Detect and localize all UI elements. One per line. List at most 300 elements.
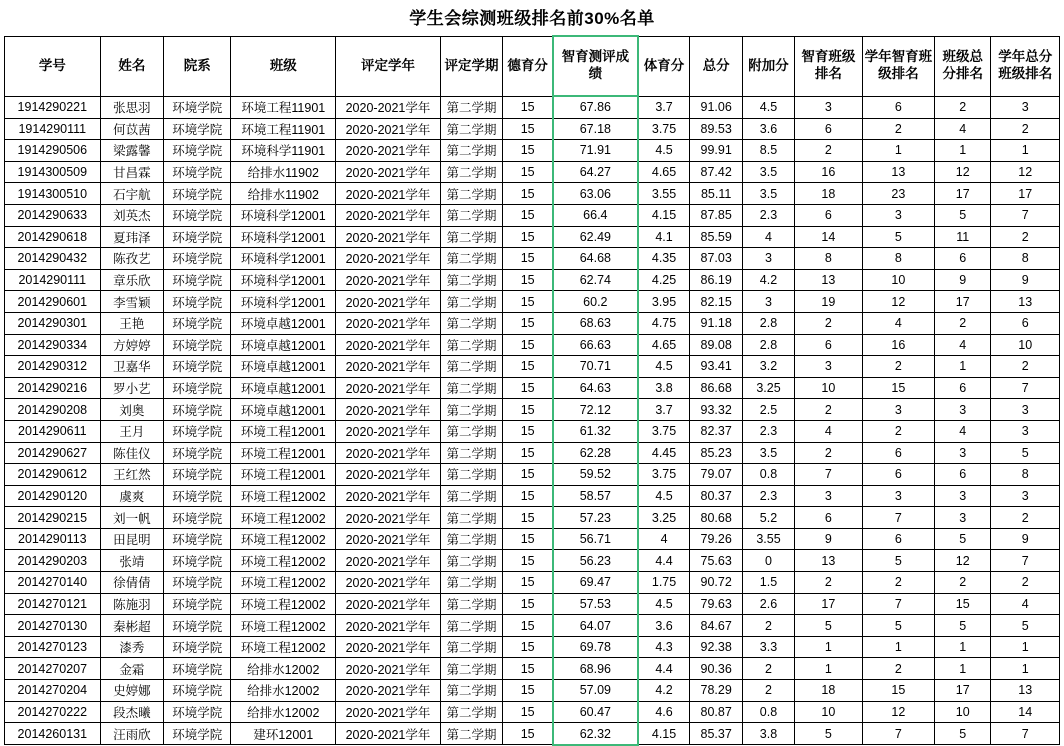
cell-r7-c9: 87.03 <box>690 248 742 270</box>
cell-r25-c12: 1 <box>862 636 934 658</box>
cell-r3-c8: 4.65 <box>638 161 690 183</box>
cell-r9-c5: 第二学期 <box>440 291 502 313</box>
cell-r18-c7: 58.57 <box>553 485 638 507</box>
cell-r27-c2: 环境学院 <box>164 680 231 702</box>
cell-r5-c10: 2.3 <box>742 204 794 226</box>
table-row <box>5 399 1060 421</box>
column-header-13: 班级总分排名 <box>935 36 991 96</box>
cell-r8-c1: 章乐欣 <box>100 269 163 291</box>
cell-r0-c4: 2020-2021学年 <box>336 96 441 118</box>
cell-r27-c1: 史婷娜 <box>100 680 163 702</box>
table-row <box>5 485 1060 507</box>
cell-r11-c2: 环境学院 <box>164 334 231 356</box>
cell-r13-c3: 环境卓越12001 <box>231 377 336 399</box>
cell-r22-c9: 90.72 <box>690 572 742 594</box>
cell-r5-c6: 15 <box>503 204 553 226</box>
cell-r25-c5: 第二学期 <box>440 636 502 658</box>
cell-r4-c11: 18 <box>795 183 862 205</box>
cell-r27-c0: 2014270204 <box>5 680 101 702</box>
cell-r20-c2: 环境学院 <box>164 528 231 550</box>
cell-r17-c11: 7 <box>795 464 862 486</box>
cell-r11-c4: 2020-2021学年 <box>336 334 441 356</box>
cell-r15-c13: 4 <box>935 420 991 442</box>
cell-r28-c12: 12 <box>862 701 934 723</box>
cell-r27-c3: 给排水12002 <box>231 680 336 702</box>
cell-r16-c1: 陈佳仪 <box>100 442 163 464</box>
cell-r19-c9: 80.68 <box>690 507 742 529</box>
column-header-8: 体育分 <box>638 36 690 96</box>
cell-r19-c4: 2020-2021学年 <box>336 507 441 529</box>
cell-r6-c13: 11 <box>935 226 991 248</box>
table-row <box>5 118 1060 140</box>
cell-r15-c14: 3 <box>991 420 1060 442</box>
cell-r1-c1: 何苡茜 <box>100 118 163 140</box>
cell-r11-c1: 方婷婷 <box>100 334 163 356</box>
cell-r27-c12: 15 <box>862 680 934 702</box>
cell-r22-c14: 2 <box>991 572 1060 594</box>
cell-r26-c12: 2 <box>862 658 934 680</box>
cell-r13-c6: 15 <box>503 377 553 399</box>
cell-r21-c4: 2020-2021学年 <box>336 550 441 572</box>
table-row <box>5 528 1060 550</box>
cell-r22-c13: 2 <box>935 572 991 594</box>
cell-r0-c0: 1914290221 <box>5 96 101 118</box>
cell-r12-c9: 93.41 <box>690 356 742 378</box>
cell-r17-c1: 王红然 <box>100 464 163 486</box>
cell-r24-c1: 秦彬超 <box>100 615 163 637</box>
cell-r2-c10: 8.5 <box>742 140 794 162</box>
table-row <box>5 291 1060 313</box>
cell-r3-c0: 1914300509 <box>5 161 101 183</box>
ranking-table <box>4 35 1060 746</box>
cell-r26-c1: 金霜 <box>100 658 163 680</box>
cell-r23-c14: 4 <box>991 593 1060 615</box>
cell-r3-c3: 给排水11902 <box>231 161 336 183</box>
cell-r5-c13: 5 <box>935 204 991 226</box>
cell-r29-c1: 汪雨欣 <box>100 723 163 745</box>
cell-r28-c3: 给排水12002 <box>231 701 336 723</box>
cell-r3-c13: 12 <box>935 161 991 183</box>
cell-r26-c7: 68.96 <box>553 658 638 680</box>
cell-r19-c14: 2 <box>991 507 1060 529</box>
cell-r11-c12: 16 <box>862 334 934 356</box>
cell-r7-c7: 64.68 <box>553 248 638 270</box>
cell-r9-c3: 环境科学12001 <box>231 291 336 313</box>
cell-r7-c5: 第二学期 <box>440 248 502 270</box>
cell-r4-c4: 2020-2021学年 <box>336 183 441 205</box>
cell-r26-c2: 环境学院 <box>164 658 231 680</box>
cell-r13-c5: 第二学期 <box>440 377 502 399</box>
cell-r0-c14: 3 <box>991 96 1060 118</box>
cell-r10-c3: 环境卓越12001 <box>231 312 336 334</box>
cell-r8-c11: 13 <box>795 269 862 291</box>
column-header-2: 院系 <box>164 36 231 96</box>
table-row <box>5 334 1060 356</box>
table-row <box>5 464 1060 486</box>
cell-r8-c10: 4.2 <box>742 269 794 291</box>
cell-r22-c3: 环境工程12002 <box>231 572 336 594</box>
table-row <box>5 701 1060 723</box>
cell-r11-c0: 2014290334 <box>5 334 101 356</box>
cell-r2-c1: 梁露馨 <box>100 140 163 162</box>
cell-r24-c8: 3.6 <box>638 615 690 637</box>
table-row <box>5 377 1060 399</box>
cell-r13-c2: 环境学院 <box>164 377 231 399</box>
cell-r8-c13: 9 <box>935 269 991 291</box>
cell-r29-c9: 85.37 <box>690 723 742 745</box>
cell-r19-c7: 57.23 <box>553 507 638 529</box>
cell-r9-c12: 12 <box>862 291 934 313</box>
cell-r3-c2: 环境学院 <box>164 161 231 183</box>
cell-r13-c7: 64.63 <box>553 377 638 399</box>
cell-r21-c3: 环境工程12002 <box>231 550 336 572</box>
cell-r10-c12: 4 <box>862 312 934 334</box>
cell-r28-c0: 2014270222 <box>5 701 101 723</box>
cell-r18-c3: 环境工程12002 <box>231 485 336 507</box>
cell-r9-c1: 李雪颖 <box>100 291 163 313</box>
cell-r25-c10: 3.3 <box>742 636 794 658</box>
cell-r26-c10: 2 <box>742 658 794 680</box>
cell-r5-c14: 7 <box>991 204 1060 226</box>
cell-r14-c10: 2.5 <box>742 399 794 421</box>
cell-r23-c5: 第二学期 <box>440 593 502 615</box>
cell-r5-c8: 4.15 <box>638 204 690 226</box>
cell-r23-c6: 15 <box>503 593 553 615</box>
cell-r10-c4: 2020-2021学年 <box>336 312 441 334</box>
cell-r25-c4: 2020-2021学年 <box>336 636 441 658</box>
cell-r29-c6: 15 <box>503 723 553 745</box>
cell-r13-c13: 6 <box>935 377 991 399</box>
cell-r25-c7: 69.78 <box>553 636 638 658</box>
cell-r21-c10: 0 <box>742 550 794 572</box>
cell-r2-c0: 1914290506 <box>5 140 101 162</box>
cell-r16-c3: 环境工程12001 <box>231 442 336 464</box>
cell-r11-c8: 4.65 <box>638 334 690 356</box>
table-row <box>5 420 1060 442</box>
cell-r21-c0: 2014290203 <box>5 550 101 572</box>
cell-r16-c13: 3 <box>935 442 991 464</box>
cell-r5-c4: 2020-2021学年 <box>336 204 441 226</box>
cell-r7-c10: 3 <box>742 248 794 270</box>
cell-r10-c11: 2 <box>795 312 862 334</box>
cell-r12-c11: 3 <box>795 356 862 378</box>
cell-r7-c1: 陈孜艺 <box>100 248 163 270</box>
cell-r2-c3: 环境科学11901 <box>231 140 336 162</box>
cell-r16-c11: 2 <box>795 442 862 464</box>
cell-r0-c3: 环境工程11901 <box>231 96 336 118</box>
cell-r8-c7: 62.74 <box>553 269 638 291</box>
cell-r29-c4: 2020-2021学年 <box>336 723 441 745</box>
cell-r3-c6: 15 <box>503 161 553 183</box>
cell-r26-c13: 1 <box>935 658 991 680</box>
cell-r28-c6: 15 <box>503 701 553 723</box>
cell-r16-c4: 2020-2021学年 <box>336 442 441 464</box>
cell-r1-c14: 2 <box>991 118 1060 140</box>
cell-r6-c8: 4.1 <box>638 226 690 248</box>
cell-r14-c8: 3.7 <box>638 399 690 421</box>
cell-r13-c10: 3.25 <box>742 377 794 399</box>
cell-r19-c0: 2014290215 <box>5 507 101 529</box>
cell-r24-c11: 5 <box>795 615 862 637</box>
table-body <box>5 96 1060 745</box>
cell-r9-c6: 15 <box>503 291 553 313</box>
cell-r6-c11: 14 <box>795 226 862 248</box>
cell-r23-c9: 79.63 <box>690 593 742 615</box>
cell-r28-c7: 60.47 <box>553 701 638 723</box>
cell-r5-c9: 87.85 <box>690 204 742 226</box>
cell-r8-c6: 15 <box>503 269 553 291</box>
cell-r20-c7: 56.71 <box>553 528 638 550</box>
cell-r20-c8: 4 <box>638 528 690 550</box>
cell-r26-c14: 1 <box>991 658 1060 680</box>
cell-r7-c0: 2014290432 <box>5 248 101 270</box>
cell-r28-c4: 2020-2021学年 <box>336 701 441 723</box>
cell-r25-c14: 1 <box>991 636 1060 658</box>
cell-r29-c0: 2014260131 <box>5 723 101 745</box>
table-header-row <box>5 36 1060 96</box>
cell-r19-c13: 3 <box>935 507 991 529</box>
cell-r14-c12: 3 <box>862 399 934 421</box>
cell-r23-c12: 7 <box>862 593 934 615</box>
cell-r24-c0: 2014270130 <box>5 615 101 637</box>
cell-r10-c1: 王艳 <box>100 312 163 334</box>
table-row <box>5 723 1060 745</box>
cell-r22-c2: 环境学院 <box>164 572 231 594</box>
cell-r23-c0: 2014270121 <box>5 593 101 615</box>
cell-r17-c3: 环境工程12001 <box>231 464 336 486</box>
column-header-4: 评定学年 <box>336 36 441 96</box>
cell-r15-c9: 82.37 <box>690 420 742 442</box>
cell-r10-c0: 2014290301 <box>5 312 101 334</box>
table-row <box>5 269 1060 291</box>
cell-r8-c8: 4.25 <box>638 269 690 291</box>
cell-r21-c12: 5 <box>862 550 934 572</box>
column-header-1: 姓名 <box>100 36 163 96</box>
cell-r10-c13: 2 <box>935 312 991 334</box>
cell-r26-c5: 第二学期 <box>440 658 502 680</box>
cell-r25-c0: 2014270123 <box>5 636 101 658</box>
column-header-6: 德育分 <box>503 36 553 96</box>
cell-r13-c8: 3.8 <box>638 377 690 399</box>
cell-r23-c13: 15 <box>935 593 991 615</box>
cell-r0-c11: 3 <box>795 96 862 118</box>
cell-r16-c8: 4.45 <box>638 442 690 464</box>
cell-r10-c7: 68.63 <box>553 312 638 334</box>
cell-r10-c2: 环境学院 <box>164 312 231 334</box>
cell-r0-c9: 91.06 <box>690 96 742 118</box>
cell-r27-c14: 13 <box>991 680 1060 702</box>
cell-r3-c14: 12 <box>991 161 1060 183</box>
cell-r1-c4: 2020-2021学年 <box>336 118 441 140</box>
cell-r19-c12: 7 <box>862 507 934 529</box>
cell-r22-c4: 2020-2021学年 <box>336 572 441 594</box>
cell-r10-c6: 15 <box>503 312 553 334</box>
cell-r4-c10: 3.5 <box>742 183 794 205</box>
cell-r21-c6: 15 <box>503 550 553 572</box>
cell-r27-c13: 17 <box>935 680 991 702</box>
cell-r26-c0: 2014270207 <box>5 658 101 680</box>
cell-r27-c4: 2020-2021学年 <box>336 680 441 702</box>
table-row <box>5 248 1060 270</box>
cell-r19-c11: 6 <box>795 507 862 529</box>
cell-r19-c10: 5.2 <box>742 507 794 529</box>
cell-r12-c2: 环境学院 <box>164 356 231 378</box>
cell-r16-c10: 3.5 <box>742 442 794 464</box>
cell-r2-c5: 第二学期 <box>440 140 502 162</box>
cell-r6-c14: 2 <box>991 226 1060 248</box>
cell-r28-c2: 环境学院 <box>164 701 231 723</box>
cell-r28-c9: 80.87 <box>690 701 742 723</box>
cell-r10-c5: 第二学期 <box>440 312 502 334</box>
cell-r10-c10: 2.8 <box>742 312 794 334</box>
cell-r11-c10: 2.8 <box>742 334 794 356</box>
cell-r18-c11: 3 <box>795 485 862 507</box>
cell-r19-c3: 环境工程12002 <box>231 507 336 529</box>
cell-r24-c2: 环境学院 <box>164 615 231 637</box>
cell-r27-c10: 2 <box>742 680 794 702</box>
cell-r17-c6: 15 <box>503 464 553 486</box>
cell-r22-c11: 2 <box>795 572 862 594</box>
cell-r11-c13: 4 <box>935 334 991 356</box>
cell-r25-c11: 1 <box>795 636 862 658</box>
cell-r18-c9: 80.37 <box>690 485 742 507</box>
cell-r4-c0: 1914300510 <box>5 183 101 205</box>
cell-r3-c9: 87.42 <box>690 161 742 183</box>
cell-r14-c11: 2 <box>795 399 862 421</box>
cell-r9-c13: 17 <box>935 291 991 313</box>
table-row <box>5 593 1060 615</box>
cell-r27-c9: 78.29 <box>690 680 742 702</box>
cell-r17-c13: 6 <box>935 464 991 486</box>
cell-r7-c3: 环境科学12001 <box>231 248 336 270</box>
cell-r26-c9: 90.36 <box>690 658 742 680</box>
cell-r25-c3: 环境工程12002 <box>231 636 336 658</box>
cell-r5-c2: 环境学院 <box>164 204 231 226</box>
cell-r9-c2: 环境学院 <box>164 291 231 313</box>
cell-r3-c4: 2020-2021学年 <box>336 161 441 183</box>
cell-r21-c9: 75.63 <box>690 550 742 572</box>
cell-r2-c12: 1 <box>862 140 934 162</box>
cell-r12-c12: 2 <box>862 356 934 378</box>
cell-r12-c1: 卫嘉华 <box>100 356 163 378</box>
cell-r19-c2: 环境学院 <box>164 507 231 529</box>
table-row <box>5 550 1060 572</box>
cell-r18-c2: 环境学院 <box>164 485 231 507</box>
cell-r17-c12: 6 <box>862 464 934 486</box>
cell-r17-c8: 3.75 <box>638 464 690 486</box>
cell-r24-c3: 环境工程12002 <box>231 615 336 637</box>
cell-r21-c7: 56.23 <box>553 550 638 572</box>
cell-r4-c8: 3.55 <box>638 183 690 205</box>
cell-r23-c8: 4.5 <box>638 593 690 615</box>
cell-r1-c12: 2 <box>862 118 934 140</box>
cell-r19-c8: 3.25 <box>638 507 690 529</box>
table-row <box>5 572 1060 594</box>
cell-r7-c8: 4.35 <box>638 248 690 270</box>
cell-r0-c1: 张思羽 <box>100 96 163 118</box>
cell-r4-c9: 85.11 <box>690 183 742 205</box>
cell-r25-c9: 92.38 <box>690 636 742 658</box>
cell-r14-c7: 72.12 <box>553 399 638 421</box>
cell-r13-c9: 86.68 <box>690 377 742 399</box>
cell-r4-c3: 给排水11902 <box>231 183 336 205</box>
cell-r15-c8: 3.75 <box>638 420 690 442</box>
cell-r29-c11: 5 <box>795 723 862 745</box>
column-header-7: 智育测评成绩 <box>553 36 638 96</box>
cell-r6-c10: 4 <box>742 226 794 248</box>
cell-r20-c13: 5 <box>935 528 991 550</box>
cell-r23-c1: 陈施羽 <box>100 593 163 615</box>
cell-r12-c8: 4.5 <box>638 356 690 378</box>
cell-r0-c13: 2 <box>935 96 991 118</box>
cell-r26-c8: 4.4 <box>638 658 690 680</box>
cell-r11-c3: 环境卓越12001 <box>231 334 336 356</box>
cell-r2-c9: 99.91 <box>690 140 742 162</box>
cell-r22-c8: 1.75 <box>638 572 690 594</box>
cell-r2-c4: 2020-2021学年 <box>336 140 441 162</box>
cell-r18-c8: 4.5 <box>638 485 690 507</box>
cell-r18-c4: 2020-2021学年 <box>336 485 441 507</box>
cell-r17-c14: 8 <box>991 464 1060 486</box>
cell-r20-c12: 6 <box>862 528 934 550</box>
cell-r13-c1: 罗小艺 <box>100 377 163 399</box>
cell-r21-c14: 7 <box>991 550 1060 572</box>
cell-r1-c11: 6 <box>795 118 862 140</box>
cell-r8-c3: 环境科学12001 <box>231 269 336 291</box>
cell-r28-c11: 10 <box>795 701 862 723</box>
cell-r1-c13: 4 <box>935 118 991 140</box>
cell-r1-c8: 3.75 <box>638 118 690 140</box>
cell-r4-c7: 63.06 <box>553 183 638 205</box>
cell-r15-c3: 环境工程12001 <box>231 420 336 442</box>
cell-r24-c12: 5 <box>862 615 934 637</box>
cell-r20-c10: 3.55 <box>742 528 794 550</box>
cell-r22-c12: 2 <box>862 572 934 594</box>
cell-r0-c6: 15 <box>503 96 553 118</box>
cell-r8-c9: 86.19 <box>690 269 742 291</box>
cell-r9-c14: 13 <box>991 291 1060 313</box>
cell-r29-c5: 第二学期 <box>440 723 502 745</box>
cell-r16-c5: 第二学期 <box>440 442 502 464</box>
cell-r8-c2: 环境学院 <box>164 269 231 291</box>
cell-r5-c5: 第二学期 <box>440 204 502 226</box>
column-header-0: 学号 <box>5 36 101 96</box>
cell-r10-c14: 6 <box>991 312 1060 334</box>
cell-r18-c6: 15 <box>503 485 553 507</box>
cell-r12-c0: 2014290312 <box>5 356 101 378</box>
table-row <box>5 658 1060 680</box>
cell-r1-c3: 环境工程11901 <box>231 118 336 140</box>
cell-r15-c11: 4 <box>795 420 862 442</box>
cell-r12-c4: 2020-2021学年 <box>336 356 441 378</box>
cell-r7-c4: 2020-2021学年 <box>336 248 441 270</box>
cell-r24-c14: 5 <box>991 615 1060 637</box>
cell-r9-c8: 3.95 <box>638 291 690 313</box>
cell-r1-c9: 89.53 <box>690 118 742 140</box>
cell-r24-c5: 第二学期 <box>440 615 502 637</box>
cell-r9-c0: 2014290601 <box>5 291 101 313</box>
cell-r2-c11: 2 <box>795 140 862 162</box>
cell-r25-c8: 4.3 <box>638 636 690 658</box>
page-title: 学生会综测班级排名前30%名单 <box>409 9 655 28</box>
cell-r11-c11: 6 <box>795 334 862 356</box>
cell-r4-c1: 石宇航 <box>100 183 163 205</box>
cell-r28-c8: 4.6 <box>638 701 690 723</box>
cell-r29-c8: 4.15 <box>638 723 690 745</box>
cell-r25-c13: 1 <box>935 636 991 658</box>
cell-r8-c0: 2014290111 <box>5 269 101 291</box>
cell-r4-c2: 环境学院 <box>164 183 231 205</box>
